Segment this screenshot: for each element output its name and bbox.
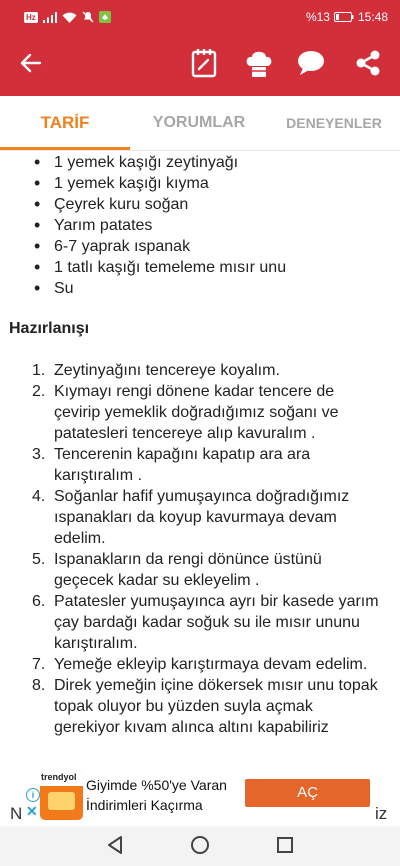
clock: 15:48 [357,10,388,24]
step-text: Yemeğe ekleyip karıştırmaya devam edelim. [54,656,368,673]
system-nav-bar [0,826,400,866]
step-item [0,654,400,675]
step-number: 7. [32,656,46,673]
ingredient-item: • 1 tatlı kaşığı temeleme mısır unu [0,257,400,278]
step-item [0,486,400,549]
ad-left-text: N [10,804,23,823]
comment-icon[interactable] [297,50,325,76]
back-arrow-icon[interactable] [20,52,42,74]
ingredient-item: • Çeyrek kuru soğan [0,194,400,215]
chef-hat-icon[interactable] [244,47,274,79]
ad-close-icon[interactable]: ✕ [26,803,38,819]
notepad-icon[interactable] [191,48,217,78]
step-text: Zeytinyağını tencereye koyalım. [54,362,280,379]
ad-open-button[interactable]: AÇ [245,779,370,807]
tab-deneyenler[interactable]: DENEYENLER [286,115,382,131]
step-number: 1. [32,362,46,379]
step-text: Tencerenin kapağını kapatıp ara ara karıştıralım . [54,446,311,484]
step-text: Ispanakların da rengi dönünce üstünü geçecek kadar su ekleyelim . [54,551,322,589]
step-number: 4. [32,488,46,505]
app-toolbar [0,34,400,96]
wifi-icon [62,12,77,23]
step-number: 6. [32,593,46,610]
ingredient-item: • 1 yemek kaşığı zeytinyağı [0,152,400,173]
tab-bar [0,96,400,151]
step-text: Patatesler yumuşayınca ayrı bir kasede yarım çay bardağı kadar soğuk su ile mısır ununu karıştıralım. [54,593,379,652]
ad-right-text: iz [375,804,388,823]
recents-nav-icon[interactable] [276,836,294,854]
step-item [0,591,400,654]
step-number: 8. [32,677,46,694]
step-item [0,444,400,486]
battery-icon [334,12,354,22]
ad-banner[interactable] [0,766,400,826]
trendyol-logo: trendyol [40,770,83,820]
step-item [0,549,400,591]
tab-yorumlar[interactable]: YORUMLAR [152,114,246,131]
step-number: 5. [32,551,46,568]
battery-percent: %13 [305,10,330,24]
tab-tarif[interactable]: TARİF [40,113,90,132]
ingredient-item: • 6-7 yaprak ıspanak [0,236,400,257]
ad-info-icon[interactable]: i [26,788,40,802]
network-badge: Hz [26,12,36,22]
share-icon[interactable] [354,49,382,77]
back-nav-icon[interactable] [106,835,124,855]
step-item [0,675,400,738]
home-nav-icon[interactable] [190,835,210,855]
ingredients-list [0,152,400,299]
preparation-steps [0,360,400,738]
ingredient-item: • Yarım patates [0,215,400,236]
step-text: Direk yemeğin içine dökersek mısır unu topak topak oluyor bu yüzden suyla açmak gerekiyor kıvam alınca altını kapabiliriz [54,677,378,736]
app-notification-icon [99,11,111,23]
ingredient-item: • Su [0,278,400,299]
signal-icon [43,12,57,23]
mute-icon [82,11,94,23]
status-bar [0,0,400,34]
preparation-title: Hazırlanışı [9,320,90,337]
step-item [0,360,400,381]
step-number: 3. [32,446,46,463]
recipe-content[interactable] [0,150,400,766]
step-text: Kıymayı rengi dönene kadar tencere de çevirip yemeklik doğradığımız soğanı ve patatesleri tencereye alıp kavuralım . [54,383,339,442]
step-number: 2. [32,383,46,400]
ad-headline: Giyimde %50'ye Varan İndirimleri Kaçırma [86,777,227,813]
ingredient-item: • 1 yemek kaşığı kıyma [0,173,400,194]
step-item [0,381,400,444]
step-text: Soğanlar hafif yumuşayınca doğradığımız ıspanakları da koyup kavurmaya devam edelim. [54,488,350,547]
